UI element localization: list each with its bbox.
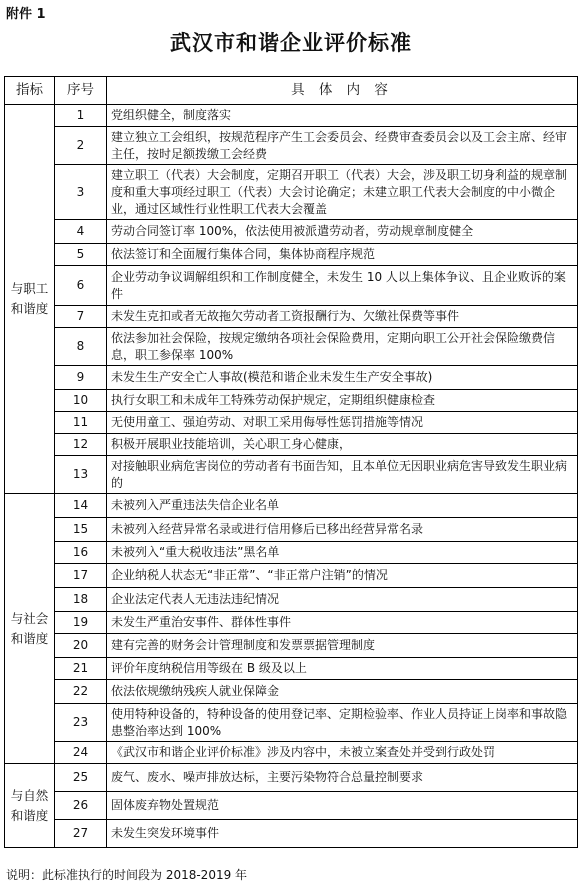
table-header-row xyxy=(5,77,578,105)
item-content: 未发生克扣或者无故拖欠劳动者工资报酬行为、欠缴社保费等事件 xyxy=(107,306,578,328)
table-row xyxy=(5,564,578,588)
item-number: 17 xyxy=(55,564,107,588)
item-content: 依法签订和全面履行集体合同，集体协商程序规范 xyxy=(107,244,578,266)
item-number: 12 xyxy=(55,434,107,456)
item-number: 8 xyxy=(55,328,107,366)
table-row xyxy=(5,742,578,764)
item-content: 未发生突发环境事件 xyxy=(107,820,578,848)
attachment-label: 附件 1 xyxy=(6,7,46,22)
item-content: 依法参加社会保险，按规定缴纳各项社会保险费用，定期向职工公开社会保险缴费信息，职工参保率 100% xyxy=(107,328,578,366)
item-content: 执行女职工和未成年工特殊劳动保护规定，定期组织健康检查 xyxy=(107,390,578,412)
item-content: 建有完善的财务会计管理制度和发票票据管理制度 xyxy=(107,634,578,658)
item-number: 10 xyxy=(55,390,107,412)
item-number: 18 xyxy=(55,588,107,612)
item-content: 未被列入严重违法失信企业名单 xyxy=(107,494,578,518)
item-content: 未被列入经营异常名录或进行信用修后已移出经营异常名录 xyxy=(107,518,578,542)
category-nature-harmony: 与自然和谐度 xyxy=(5,764,55,848)
table-row xyxy=(5,306,578,328)
item-number: 24 xyxy=(55,742,107,764)
header-number: 序号 xyxy=(55,77,107,105)
evaluation-standard-table xyxy=(4,76,578,848)
category-social-harmony: 与社会和谐度 xyxy=(5,494,55,764)
table-row xyxy=(5,412,578,434)
item-content: 对接触职业病危害岗位的劳动者有书面告知，且本单位无因职业病危害导致发生职业病的 xyxy=(107,456,578,494)
item-number: 7 xyxy=(55,306,107,328)
header-content: 具 体 内 容 xyxy=(107,77,578,105)
table-row xyxy=(5,658,578,680)
item-number: 6 xyxy=(55,266,107,306)
table-row xyxy=(5,366,578,390)
table-row xyxy=(5,456,578,494)
item-content: 评价年度纳税信用等级在 B 级及以上 xyxy=(107,658,578,680)
item-content: 企业劳动争议调解组织和工作制度健全，未发生 10 人以上集体争议、且企业败诉的案件 xyxy=(107,266,578,306)
category-employee-harmony: 与职工和谐度 xyxy=(5,105,55,494)
table-row xyxy=(5,518,578,542)
item-number: 4 xyxy=(55,220,107,244)
item-content: 未发生严重治安事件、群体性事件 xyxy=(107,612,578,634)
table-row xyxy=(5,588,578,612)
item-content: 依法依规缴纳残疾人就业保障金 xyxy=(107,680,578,704)
table-row xyxy=(5,634,578,658)
item-number: 16 xyxy=(55,542,107,564)
item-content: 企业法定代表人无违法违纪情况 xyxy=(107,588,578,612)
item-content: 未被列入“重大税收违法”黑名单 xyxy=(107,542,578,564)
item-number: 11 xyxy=(55,412,107,434)
table-row xyxy=(5,680,578,704)
table-row xyxy=(5,792,578,820)
item-number: 27 xyxy=(55,820,107,848)
table-row xyxy=(5,494,578,518)
table-body xyxy=(5,105,578,848)
item-number: 5 xyxy=(55,244,107,266)
item-number: 23 xyxy=(55,704,107,742)
item-number: 13 xyxy=(55,456,107,494)
item-number: 25 xyxy=(55,764,107,792)
document-title: 武汉市和谐企业评价标准 xyxy=(170,30,412,55)
item-number: 15 xyxy=(55,518,107,542)
item-content: 无使用童工、强迫劳动、对职工采用侮辱性惩罚措施等情况 xyxy=(107,412,578,434)
table-row xyxy=(5,820,578,848)
item-number: 22 xyxy=(55,680,107,704)
item-number: 14 xyxy=(55,494,107,518)
header-indicator: 指标 xyxy=(5,77,55,105)
table-row xyxy=(5,165,578,220)
table-row xyxy=(5,434,578,456)
item-number: 2 xyxy=(55,127,107,165)
table-row xyxy=(5,105,578,127)
item-number: 9 xyxy=(55,366,107,390)
table-row xyxy=(5,704,578,742)
item-content: 建立职工（代表）大会制度，定期召开职工（代表）大会，涉及职工切身利益的规章制度和重大事项经过职工（代表）大会讨论确定；未建立职工代表大会制度的中小微企业，通过区域性行业性职工代表大会覆盖 xyxy=(107,165,578,220)
item-number: 1 xyxy=(55,105,107,127)
table-row xyxy=(5,612,578,634)
table-row xyxy=(5,220,578,244)
item-number: 20 xyxy=(55,634,107,658)
item-content: 劳动合同签订率 100%，依法使用被派遣劳动者，劳动规章制度健全 xyxy=(107,220,578,244)
item-content: 固体废弃物处置规范 xyxy=(107,792,578,820)
table-row xyxy=(5,390,578,412)
table-row xyxy=(5,328,578,366)
item-content: 《武汉市和谐企业评价标准》涉及内容中，未被立案查处并受到行政处罚 xyxy=(107,742,578,764)
item-number: 3 xyxy=(55,165,107,220)
table-row xyxy=(5,127,578,165)
table-row xyxy=(5,266,578,306)
item-content: 建立独立工会组织，按规范程序产生工会委员会、经费审查委员会以及工会主席、经审主任，按时足额拨缴工会经费 xyxy=(107,127,578,165)
item-content: 使用特种设备的，特种设备的使用登记率、定期检验率、作业人员持证上岗率和事故隐患整治率达到 100% xyxy=(107,704,578,742)
item-content: 废气、废水、噪声排放达标，主要污染物符合总量控制要求 xyxy=(107,764,578,792)
item-number: 21 xyxy=(55,658,107,680)
item-content: 积极开展职业技能培训，关心职工身心健康， xyxy=(107,434,578,456)
item-number: 26 xyxy=(55,792,107,820)
table-row xyxy=(5,244,578,266)
item-content: 未发生生产安全亡人事故(模范和谐企业未发生生产安全事故) xyxy=(107,366,578,390)
item-content: 党组织健全，制度落实 xyxy=(107,105,578,127)
table-row xyxy=(5,542,578,564)
item-number: 19 xyxy=(55,612,107,634)
footnote: 说明：此标准执行的时间段为 2018-2019 年 xyxy=(6,868,248,882)
item-content: 企业纳税人状态无“非正常”、“非正常户注销”的情况 xyxy=(107,564,578,588)
table-row xyxy=(5,764,578,792)
